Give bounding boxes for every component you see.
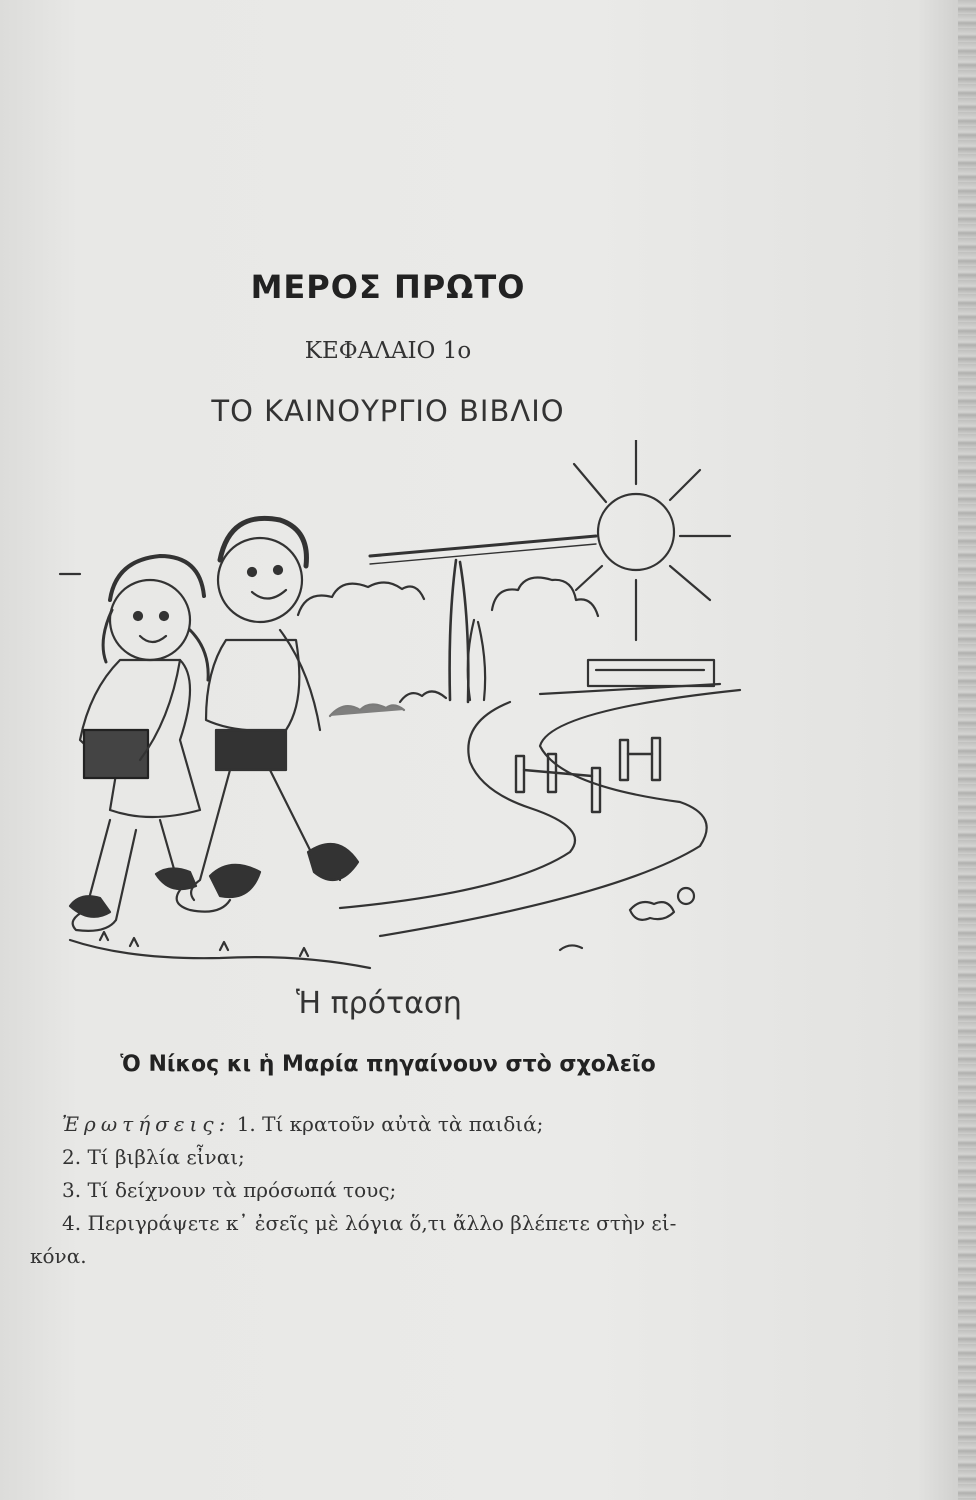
page-edge: [958, 0, 976, 1500]
boy-figure: [191, 518, 358, 900]
question-line: [30, 1108, 770, 1141]
question-1: 1. Τί κρατοῦν αὐτὰ τὰ παιδιά;: [236, 1112, 544, 1136]
chapter-heading: ΚΕΦΑΛΑΙΟ 1ο: [304, 338, 472, 364]
lesson-caption: Ἡ πρόταση: [296, 986, 462, 1021]
children-walking-to-school-illustration: [40, 440, 760, 980]
sun-icon: [370, 440, 730, 640]
questions-block: [30, 1108, 770, 1273]
part-title: ΜΕΡΟΣ ΠΡΩΤΟ: [250, 268, 526, 306]
question-2: 2. Τί βιβλία εἶναι;: [62, 1145, 245, 1169]
question-4: 4. Περιγράψετε κ᾽ ἐσεῖς μὲ λόγια ὅ,τι ἄλλο βλέπετε στὴν εἰ-: [62, 1211, 677, 1235]
question-3: 3. Τί δείχνουν τὰ πρόσωπά τους;: [62, 1178, 397, 1202]
chapter-title: ΤΟ ΚΑΙΝΟΥΡΓΙΟ ΒΙΒΛΙΟ: [211, 394, 565, 428]
questions-label: Ἐρωτήσεις:: [62, 1112, 231, 1136]
example-sentence: Ὁ Νίκος κι ἡ Μαρία πηγαίνουν στὸ σχολεῖο: [120, 1052, 656, 1077]
question-4-continuation: κόνα.: [30, 1244, 87, 1268]
girl-figure: [70, 556, 230, 931]
